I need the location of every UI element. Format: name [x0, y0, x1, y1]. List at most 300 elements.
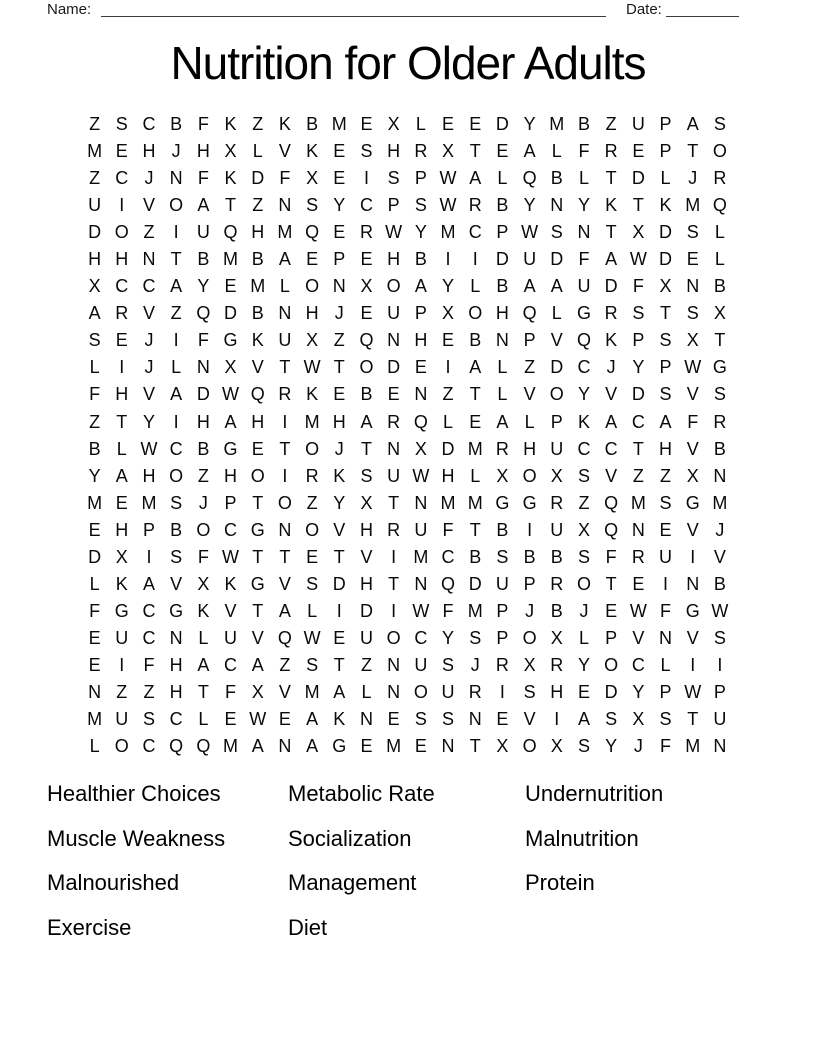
grid-letter: R — [495, 438, 509, 459]
grid-letter: S — [442, 709, 455, 730]
grid-letter: I — [445, 357, 451, 378]
grid-letter: A — [523, 141, 536, 162]
grid-letter: E — [251, 438, 264, 459]
grid-letter: J — [688, 168, 698, 189]
grid-letter: H — [88, 249, 102, 270]
grid-letter: E — [88, 654, 101, 675]
grid-letter: K — [224, 573, 237, 594]
grid-letter: X — [496, 465, 509, 486]
grid-letter: B — [414, 249, 427, 270]
grid-letter: C — [577, 357, 591, 378]
grid-letter: M — [87, 709, 103, 730]
grid-letter: E — [442, 114, 455, 134]
grid-letter: I — [336, 600, 342, 621]
grid-letter: S — [659, 492, 672, 513]
grid-letter: E — [88, 519, 101, 540]
grid-letter: S — [170, 546, 183, 567]
grid-letter: E — [115, 141, 128, 162]
grid-letter: V — [523, 709, 536, 730]
grid-letter: Z — [632, 465, 644, 486]
grid-letter: B — [197, 249, 210, 270]
grid-letter: L — [470, 465, 481, 486]
grid-letter: T — [279, 438, 291, 459]
grid-letter: I — [690, 654, 696, 675]
grid-letter: N — [414, 384, 428, 405]
grid-letter: R — [550, 492, 564, 513]
grid-letter: C — [577, 438, 591, 459]
grid-letter: H — [115, 384, 129, 405]
grid-letter: C — [468, 222, 482, 243]
grid-row — [81, 354, 735, 381]
grid-letter: V — [278, 573, 291, 594]
grid-letter: K — [224, 168, 237, 189]
grid-letter: B — [550, 168, 563, 189]
grid-letter: Z — [252, 114, 264, 134]
grid-letter: I — [690, 546, 696, 567]
grid-letter: L — [89, 736, 100, 757]
grid-letter: L — [551, 141, 562, 162]
grid-letter: W — [222, 384, 240, 405]
grid-letter: K — [115, 573, 128, 594]
grid-letter: N — [713, 465, 727, 486]
grid-letter: A — [360, 411, 373, 432]
grid-letter: J — [144, 330, 154, 351]
grid-letter: R — [631, 546, 645, 567]
grid-letter: W — [521, 222, 539, 243]
grid-letter: M — [87, 492, 103, 513]
grid-letter: M — [712, 492, 728, 513]
grid-letter: B — [306, 114, 319, 134]
grid-letter: V — [686, 384, 699, 405]
grid-letter: R — [550, 573, 564, 594]
grid-letter: T — [714, 330, 726, 351]
grid-letter: D — [631, 168, 645, 189]
grid-letter: H — [387, 141, 401, 162]
grid-letter: Z — [89, 411, 101, 432]
grid-letter: S — [577, 736, 590, 757]
word-list-item: Metabolic Rate — [288, 781, 435, 806]
grid-letter: P — [550, 411, 563, 432]
grid-letter: Y — [632, 357, 645, 378]
grid-letter: M — [304, 681, 320, 702]
grid-row — [81, 381, 735, 408]
grid-letter: O — [114, 736, 129, 757]
grid-letter: G — [114, 600, 129, 621]
grid-letter: P — [523, 330, 536, 351]
grid-letter: X — [523, 654, 536, 675]
grid-letter: B — [713, 438, 726, 459]
grid-letter: H — [196, 411, 210, 432]
grid-letter: U — [523, 249, 537, 270]
grid-letter: G — [685, 600, 700, 621]
grid-letter: I — [663, 573, 669, 594]
grid-letter: C — [441, 546, 455, 567]
grid-letter: L — [714, 222, 725, 243]
grid-row — [81, 138, 735, 165]
grid-letter: R — [387, 411, 401, 432]
grid-row — [81, 436, 735, 463]
grid-letter: M — [277, 222, 293, 243]
grid-letter: T — [116, 411, 128, 432]
word-list-item: Protein — [525, 870, 595, 895]
grid-letter: D — [196, 384, 210, 405]
grid-letter: W — [222, 546, 240, 567]
grid-letter: X — [88, 276, 101, 297]
grid-letter: B — [251, 249, 264, 270]
grid-letter: O — [604, 654, 619, 675]
grid-letter: S — [306, 654, 319, 675]
grid-letter: N — [278, 303, 292, 324]
grid-letter: S — [306, 573, 319, 594]
grid-letter: F — [89, 384, 101, 405]
word-list-item: Malnourished — [47, 870, 180, 895]
grid-letter: E — [387, 709, 400, 730]
grid-letter: U — [387, 465, 401, 486]
grid-letter: O — [305, 276, 320, 297]
grid-letter: C — [142, 600, 156, 621]
grid-letter: E — [469, 114, 482, 134]
grid-letter: C — [359, 195, 373, 216]
word-list-item: Exercise — [47, 914, 132, 940]
word-list-column — [288, 772, 525, 950]
grid-letter: B — [469, 546, 482, 567]
grid-letter: W — [412, 465, 430, 486]
grid-letter: H — [359, 519, 373, 540]
grid-letter: T — [469, 384, 481, 405]
grid-letter: B — [88, 438, 101, 459]
grid-letter: Y — [632, 681, 645, 702]
grid-letter: X — [306, 330, 319, 351]
grid-letter: B — [170, 114, 183, 134]
grid-row — [81, 598, 735, 625]
grid-letter: T — [197, 681, 209, 702]
grid-letter: A — [550, 276, 563, 297]
grid-letter: R — [359, 222, 373, 243]
grid-letter: J — [144, 357, 154, 378]
grid-letter: N — [278, 736, 292, 757]
grid-letter: Y — [442, 627, 455, 648]
grid-letter: E — [469, 411, 482, 432]
grid-letter: D — [550, 249, 564, 270]
grid-letter: E — [306, 249, 319, 270]
grid-letter: G — [250, 519, 265, 540]
grid-letter: Y — [414, 222, 427, 243]
grid-letter: N — [631, 519, 645, 540]
grid-letter: G — [250, 573, 265, 594]
grid-letter: W — [249, 709, 267, 730]
grid-letter: E — [659, 519, 672, 540]
grid-letter: X — [686, 330, 699, 351]
grid-letter: T — [687, 141, 699, 162]
grid-letter: T — [469, 519, 481, 540]
grid-letter: Q — [576, 330, 591, 351]
grid-letter: T — [360, 438, 372, 459]
grid-row — [81, 219, 735, 246]
grid-letter: T — [605, 222, 617, 243]
grid-letter: L — [497, 384, 508, 405]
grid-letter: E — [442, 330, 455, 351]
grid-letter: H — [115, 249, 129, 270]
grid-letter: A — [523, 276, 536, 297]
grid-letter: I — [363, 168, 369, 189]
grid-letter: G — [223, 438, 238, 459]
grid-letter: G — [332, 736, 347, 757]
grid-letter: J — [579, 600, 589, 621]
grid-letter: X — [442, 303, 455, 324]
grid-letter: D — [387, 357, 401, 378]
grid-letter: Q — [441, 573, 456, 594]
grid-letter: I — [472, 249, 478, 270]
grid-letter: H — [196, 141, 210, 162]
grid-letter: S — [713, 384, 726, 405]
grid-letter: S — [442, 654, 455, 675]
grid-letter: Z — [197, 465, 209, 486]
grid-letter: K — [659, 195, 672, 216]
grid-letter: T — [469, 736, 481, 757]
grid-letter: B — [496, 195, 509, 216]
grid-letter: J — [525, 600, 535, 621]
grid-letter: U — [441, 681, 455, 702]
grid-letter: D — [88, 546, 102, 567]
grid-letter: X — [224, 357, 237, 378]
grid-letter: K — [605, 330, 618, 351]
grid-letter: N — [387, 330, 401, 351]
grid-letter: A — [333, 681, 346, 702]
grid-letter: J — [198, 492, 208, 513]
grid-letter: Y — [605, 736, 618, 757]
grid-letter: O — [277, 492, 292, 513]
grid-letter: L — [578, 627, 589, 648]
grid-letter: P — [414, 168, 427, 189]
grid-letter: S — [115, 114, 128, 134]
grid-letter: B — [713, 573, 726, 594]
grid-letter: O — [305, 438, 320, 459]
grid-letter: F — [197, 546, 209, 567]
grid-letter: N — [468, 709, 482, 730]
grid-letter: E — [496, 709, 509, 730]
grid-letter: E — [115, 492, 128, 513]
grid-letter: A — [197, 654, 210, 675]
grid-letter: I — [282, 465, 288, 486]
grid-letter: P — [659, 681, 672, 702]
grid-letter: T — [687, 709, 699, 730]
grid-letter: N — [414, 573, 428, 594]
grid-letter: T — [388, 573, 400, 594]
grid-letter: Y — [88, 465, 101, 486]
grid-letter: U — [224, 627, 238, 648]
grid-letter: L — [497, 168, 508, 189]
grid-letter: B — [469, 330, 482, 351]
grid-letter: K — [577, 411, 590, 432]
grid-letter: L — [415, 114, 426, 134]
grid-letter: U — [115, 709, 129, 730]
grid-letter: G — [522, 492, 537, 513]
grid-letter: A — [88, 303, 101, 324]
grid-letter: P — [387, 195, 400, 216]
grid-letter: C — [604, 438, 618, 459]
grid-letter: T — [333, 357, 345, 378]
word-list-item: Management — [288, 870, 417, 895]
grid-letter: Q — [359, 330, 374, 351]
grid-letter: Q — [169, 736, 184, 757]
grid-letter: X — [360, 492, 373, 513]
grid-letter: S — [605, 709, 618, 730]
grid-letter: E — [278, 709, 291, 730]
grid-letter: A — [278, 600, 291, 621]
grid-letter: D — [359, 600, 373, 621]
grid-letter: C — [169, 438, 183, 459]
grid-letter: X — [387, 114, 400, 134]
grid-letter: N — [414, 492, 428, 513]
grid-letter: M — [549, 114, 565, 134]
date-label: Date: — [626, 1, 662, 18]
grid-letter: K — [197, 600, 210, 621]
grid-letter: Z — [170, 303, 182, 324]
grid-letter: V — [251, 357, 264, 378]
grid-letter: E — [605, 600, 618, 621]
grid-letter: B — [197, 438, 210, 459]
grid-letter: Y — [142, 411, 155, 432]
grid-letter: S — [414, 195, 427, 216]
grid-letter: O — [359, 357, 374, 378]
grid-letter: H — [251, 222, 265, 243]
grid-letter: T — [388, 492, 400, 513]
grid-letter: Q — [712, 195, 727, 216]
word-list-item: Muscle Weakness — [47, 825, 226, 851]
grid-letter: N — [686, 276, 700, 297]
grid-letter: E — [686, 249, 699, 270]
grid-letter: Y — [577, 384, 590, 405]
grid-letter: S — [713, 627, 726, 648]
grid-letter: H — [441, 465, 455, 486]
grid-letter: A — [115, 465, 128, 486]
grid-letter: D — [251, 168, 265, 189]
grid-letter: R — [278, 384, 292, 405]
grid-letter: V — [686, 627, 699, 648]
grid-letter: V — [686, 438, 699, 459]
grid-letter: N — [686, 573, 700, 594]
grid-letter: V — [605, 384, 618, 405]
grid-letter: U — [713, 709, 727, 730]
grid-letter: L — [279, 276, 290, 297]
grid-letter: N — [441, 736, 455, 757]
grid-letter: L — [116, 438, 127, 459]
grid-letter: B — [550, 546, 563, 567]
word-list-item: Socialization — [288, 825, 412, 851]
grid-letter: H — [169, 681, 183, 702]
grid-letter: K — [333, 709, 346, 730]
grid-letter: T — [279, 357, 291, 378]
grid-letter: U — [387, 303, 401, 324]
grid-letter: Z — [360, 654, 372, 675]
grid-letter: I — [391, 546, 397, 567]
grid-letter: A — [306, 709, 319, 730]
grid-letter: N — [169, 168, 183, 189]
grid-letter: X — [414, 438, 427, 459]
grid-letter: T — [225, 195, 237, 216]
grid-letter: L — [660, 654, 671, 675]
grid-letter: T — [170, 249, 182, 270]
grid-letter: U — [495, 573, 509, 594]
grid-letter: Y — [442, 276, 455, 297]
name-label: Name: — [47, 1, 92, 18]
grid-letter: S — [469, 627, 482, 648]
grid-letter: T — [605, 573, 617, 594]
grid-letter: P — [496, 627, 509, 648]
grid-letter: O — [169, 195, 184, 216]
grid-letter: O — [413, 681, 428, 702]
grid-letter: V — [224, 600, 237, 621]
grid-letter: L — [551, 303, 562, 324]
grid-letter: X — [632, 222, 645, 243]
grid-row — [81, 327, 735, 354]
grid-letter: C — [115, 168, 129, 189]
grid-letter: J — [470, 654, 480, 675]
grid-letter: C — [142, 627, 156, 648]
grid-letter: U — [88, 195, 102, 216]
grid-letter: N — [142, 249, 156, 270]
grid-row — [81, 652, 735, 679]
grid-letter: W — [412, 600, 430, 621]
grid-letter: A — [469, 168, 482, 189]
grid-letter: M — [467, 492, 483, 513]
grid-letter: E — [88, 627, 101, 648]
grid-letter: H — [523, 438, 537, 459]
grid-letter: S — [360, 141, 373, 162]
grid-letter: W — [439, 195, 457, 216]
grid-letter: P — [333, 249, 346, 270]
grid-letter: Q — [250, 384, 265, 405]
grid-letter: K — [224, 114, 237, 134]
grid-letter: D — [604, 276, 618, 297]
grid-letter: F — [197, 114, 209, 134]
grid-letter: F — [660, 600, 672, 621]
grid-letter: W — [684, 357, 702, 378]
grid-letter: L — [89, 357, 100, 378]
grid-letter: D — [550, 357, 564, 378]
grid-letter: M — [413, 546, 429, 567]
grid-letter: D — [332, 573, 346, 594]
grid-row — [81, 300, 735, 327]
grid-letter: A — [496, 411, 509, 432]
grid-letter: S — [414, 709, 427, 730]
grid-letter: E — [632, 573, 645, 594]
grid-letter: S — [686, 222, 699, 243]
grid-letter: Z — [89, 168, 101, 189]
grid-letter: X — [306, 168, 319, 189]
grid-letter: I — [445, 249, 451, 270]
grid-letter: M — [685, 736, 701, 757]
grid-letter: Q — [196, 736, 211, 757]
name-fill-line — [101, 0, 606, 17]
grid-letter: U — [115, 627, 129, 648]
grid-letter: Z — [279, 654, 291, 675]
grid-letter: Z — [333, 330, 345, 351]
grid-letter: L — [198, 709, 209, 730]
grid-letter: F — [279, 168, 291, 189]
grid-letter: W — [629, 249, 647, 270]
grid-row — [81, 111, 735, 138]
grid-letter: X — [442, 141, 455, 162]
grid-letter: B — [251, 303, 264, 324]
grid-letter: V — [142, 195, 155, 216]
grid-letter: B — [523, 546, 536, 567]
date-fill-line — [666, 0, 739, 17]
grid-letter: T — [469, 141, 481, 162]
grid-letter: J — [171, 141, 181, 162]
grid-letter: J — [715, 519, 725, 540]
grid-letter: Y — [523, 114, 536, 134]
